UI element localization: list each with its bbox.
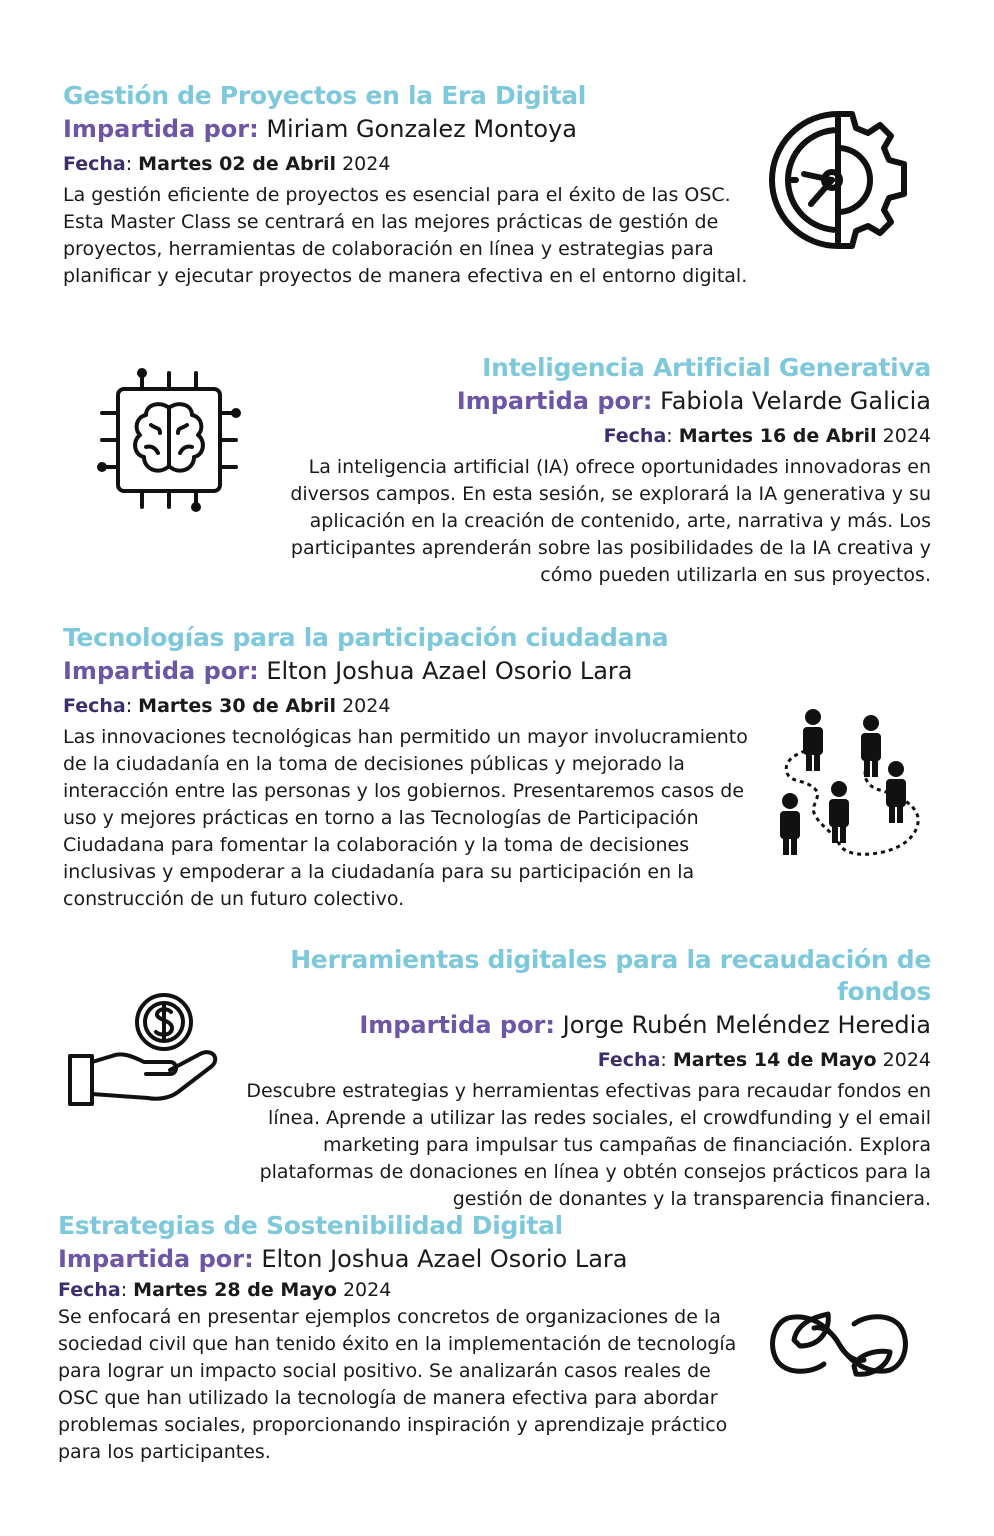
session-description: La inteligencia artificial (IA) ofrece oportunidades innovadoras en diversos campos. En esta sesión, se explorará la IA generativa y su aplicación en la creación de contenido, arte, narrativa y más. Los participantes aprenderán sobre las posibilidades de la IA creativa y cómo pueden utilizarla en sus proyectos.: [290, 456, 931, 586]
date-value: Martes 30 de Abril: [138, 695, 337, 717]
session-instructor-line: [245, 384, 931, 418]
instructor-name: Elton Joshua Azael Osorio Lara: [261, 1245, 628, 1273]
session-title: Gestión de Proyectos en la Era Digital: [63, 81, 587, 110]
date-label: Fecha: [597, 1049, 661, 1071]
session-description: La gestión eficiente de proyectos es esencial para el éxito de las OSC. Esta Master Class se centrará en las mejores prácticas de gestión de proyectos, herramientas de colaboración en línea y estrategias para planificar y ejecutar proyectos de manera efectiva en el entorno digital.: [63, 184, 748, 287]
date-year: 2024: [342, 1279, 392, 1301]
date-label: Fecha: [58, 1279, 121, 1301]
session-title: Tecnologías para la participación ciudadana: [63, 623, 669, 652]
session-date: Fecha: Martes 14 de Mayo 2024: [597, 1049, 931, 1071]
session-2: [245, 352, 931, 589]
instructor-name: Jorge Rubén Meléndez Heredia: [562, 1011, 931, 1039]
session-date: Fecha: Martes 02 de Abril 2024: [63, 153, 391, 175]
taught-by-label: Impartida por:: [58, 1245, 254, 1273]
session-4: [205, 944, 931, 1213]
date-year: 2024: [882, 1049, 931, 1071]
date-value: Martes 16 de Abril: [678, 425, 877, 447]
taught-by-label: Impartida por:: [63, 657, 259, 685]
session-instructor-line: [63, 112, 763, 146]
date-label: Fecha: [63, 695, 126, 717]
clock-gear-icon: [766, 108, 911, 253]
session-description: Se enfocará en presentar ejemplos concretos de organizaciones de la sociedad civil que han tenido éxito en la implementación de tecnología para lograr un impacto social positivo. Se analizarán casos reales de OSC que han utilizado la tecnología de manera efectiva para abordar problemas sociales, proporcionando inspiración y aprendizaje práctico para los participantes.: [58, 1306, 737, 1463]
instructor-name: Elton Joshua Azael Osorio Lara: [266, 657, 633, 685]
date-label: Fecha: [63, 153, 126, 175]
session-title: Inteligencia Artificial Generativa: [482, 353, 931, 382]
instructor-name: Miriam Gonzalez Montoya: [266, 115, 578, 143]
taught-by-label: Impartida por:: [359, 1011, 555, 1039]
taught-by-label: Impartida por:: [456, 387, 653, 415]
session-description: Descubre estrategias y herramientas efectivas para recaudar fondos en línea. Aprende a utilizar las redes sociales, el crowdfunding y el email marketing para impulsar tus campañas de financiación. Explora plataformas de donaciones en línea y obtén consejos prácticos para la gestión de donantes y la transparencia financiera.: [246, 1080, 931, 1210]
date-value: Martes 02 de Abril: [138, 153, 337, 175]
instructor-name: Fabiola Velarde Galicia: [660, 387, 931, 415]
session-instructor-line: [58, 1242, 752, 1276]
session-date: Fecha: Martes 16 de Abril 2024: [603, 425, 931, 447]
session-date: Fecha: Martes 28 de Mayo 2024: [58, 1279, 392, 1301]
brain-chip-icon: [96, 367, 242, 513]
infinity-leaf-icon: [764, 1306, 914, 1382]
date-value: Martes 28 de Mayo: [133, 1279, 337, 1301]
session-title: Estrategias de Sostenibilidad Digital: [58, 1211, 563, 1240]
session-instructor-line: [63, 654, 775, 688]
session-instructor-line: [205, 1008, 931, 1042]
date-value: Martes 14 de Mayo: [672, 1049, 877, 1071]
session-3: [63, 622, 775, 913]
date-year: 2024: [342, 153, 391, 175]
session-1: [63, 80, 763, 290]
session-date: Fecha: Martes 30 de Abril 2024: [63, 695, 391, 717]
session-5: [58, 1210, 752, 1466]
session-description: Las innovaciones tecnológicas han permitido un mayor involucramiento de la ciudadanía en la toma de decisiones públicas y mejorado la interacción entre las personas y los gobiernos. Presentaremos casos de uso y mejores prácticas en torno a las Tecnologías de Participación Ciudadana para fomentar la colaboración y la toma de decisiones inclusivas y empoderar a la ciudadanía para su participación en la construcción de un futuro colectivo.: [63, 726, 748, 910]
hand-coin-icon: [66, 990, 222, 1115]
session-title: Herramientas digitales para la recaudación de fondos: [290, 945, 931, 1006]
people-network-icon: [775, 705, 925, 860]
date-label: Fecha: [603, 425, 667, 447]
taught-by-label: Impartida por:: [63, 115, 259, 143]
date-year: 2024: [342, 695, 391, 717]
date-year: 2024: [882, 425, 931, 447]
